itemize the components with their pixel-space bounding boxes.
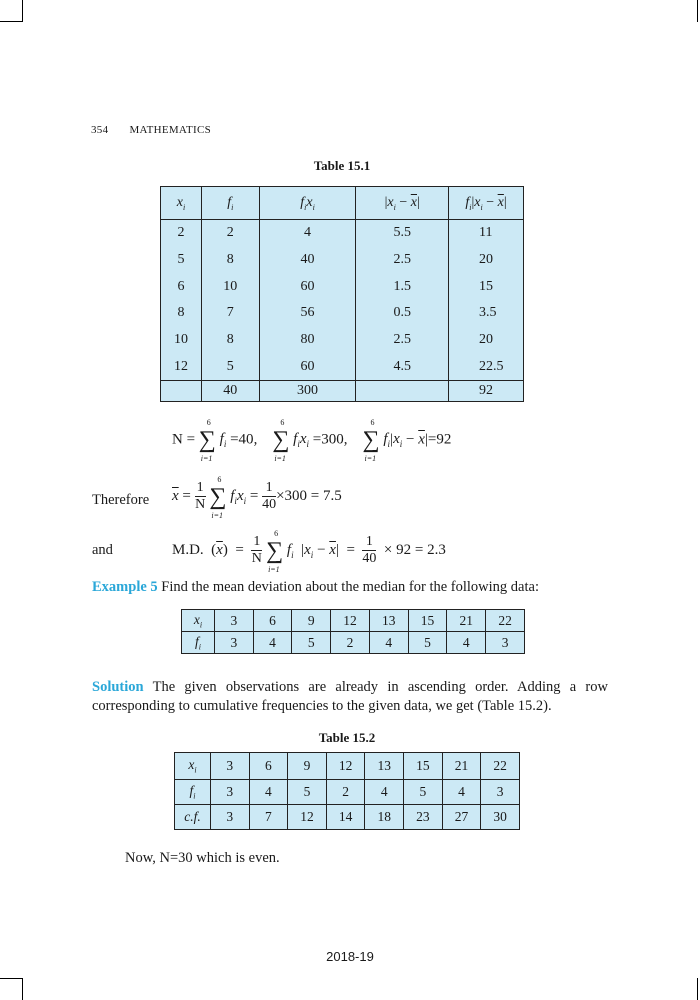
table-cell: 56 (259, 300, 356, 327)
crop-mark (0, 21, 22, 22)
table-cell: 22 (486, 610, 525, 632)
crop-mark (0, 978, 22, 979)
table-cell: 20 (449, 247, 524, 274)
mean-result: ×300 = 7.5 (276, 487, 342, 504)
md-prefix: M.D. (172, 541, 204, 558)
solution-text: The given observations are already in ascending order. Adding a row corresponding to cumulative frequencies to the given data, we get (Table 15.2). (92, 679, 608, 714)
table-cell: 5 (292, 632, 331, 654)
table-cell: 60 (259, 273, 356, 300)
solution-label: Solution (92, 679, 144, 695)
table-cell: 2 (201, 220, 259, 247)
table-cell: 4.5 (356, 353, 449, 380)
table-cell: 2 (326, 780, 365, 805)
table-cell: 27 (442, 805, 481, 830)
table-cell: 4 (259, 220, 356, 247)
table-cell: 30 (481, 805, 520, 830)
table-cell: 4 (249, 780, 288, 805)
table-row (161, 300, 524, 327)
mean-equation: $\overline{x}$ = $\frac{1}{N}$ ∑ 6 i=1 $f_ix_i$ = $\frac{1}{40}$ ×300 = 7.5 (172, 474, 342, 520)
table-cell: 2.5 (356, 247, 449, 274)
sum-fx-value: =300 (312, 431, 344, 448)
table-cell: 40 (259, 247, 356, 274)
table-cell: 20 (449, 327, 524, 354)
total-cell: 92 (449, 381, 524, 402)
table-cell: 3 (481, 780, 520, 805)
table-row (161, 327, 524, 354)
table2-caption: Table 15.2 (318, 730, 376, 745)
table-cell: 5 (408, 632, 447, 654)
table-cell: 3 (214, 632, 253, 654)
table-cell: 5 (201, 353, 259, 380)
table-cell: 15 (449, 273, 524, 300)
running-title: MATHEMATICS (129, 124, 211, 136)
sigma-symbol: ∑ 6 i=1 (362, 418, 380, 463)
table-cell: 10 (161, 327, 202, 354)
table-cell: 10 (201, 273, 259, 300)
table-row (161, 273, 524, 300)
crop-mark (22, 0, 23, 22)
example5-paragraph (92, 578, 612, 597)
table-cell: 3 (210, 805, 249, 830)
table-cell: 4 (365, 780, 404, 805)
row-header-xi: $x_i$ (175, 753, 211, 780)
row-header-fi: $f_i$ (182, 632, 215, 654)
table-cell: 4 (447, 632, 486, 654)
table-cell: 3.5 (449, 300, 524, 327)
total-cell (161, 381, 202, 402)
table-cell: 21 (447, 610, 486, 632)
col-header-abs-dev: $|x_i - \overline{x}|$ (356, 187, 449, 220)
n-value: =40 (230, 431, 254, 448)
sigma-symbol: ∑ 6 i=1 (198, 418, 216, 463)
table-15-1 (160, 186, 524, 402)
table-15-2 (174, 752, 520, 830)
table-cell: 8 (201, 327, 259, 354)
table-cell: 6 (161, 273, 202, 300)
table-cell: 11 (449, 220, 524, 247)
closing-text: Now, N=30 which is even. (125, 850, 280, 866)
table-row (161, 247, 524, 274)
and-label: and (92, 542, 113, 558)
footer-year: 2018-19 (326, 949, 374, 964)
running-header (91, 124, 211, 136)
table-cell: 9 (292, 610, 331, 632)
table-row (182, 632, 525, 654)
table-cell: 23 (404, 805, 443, 830)
crop-mark (22, 978, 23, 1000)
table-cell: 15 (404, 753, 443, 780)
table-cell: 6 (253, 610, 292, 632)
sigma-symbol: ∑ 6 i=1 (272, 418, 290, 463)
table-cell: 5.5 (356, 220, 449, 247)
table-cell: 12 (326, 753, 365, 780)
row-header-cf: c.f. (175, 805, 211, 830)
sums-equation: N = ∑ 6 i=1 $f_i =40$, ∑ 6 i=1 $f_ix_i =300$, ∑ 6 i=1 $f_i|x_i - \overline{x}|=92$ (172, 418, 452, 463)
page-number: 354 (91, 124, 109, 136)
row-header-xi: $x_i$ (182, 610, 215, 632)
table-row (175, 753, 520, 780)
table-cell: 6 (249, 753, 288, 780)
table-cell: 18 (365, 805, 404, 830)
table-cell: 8 (161, 300, 202, 327)
crop-mark (697, 978, 698, 1000)
table-cell: 3 (210, 780, 249, 805)
table-cell: 7 (249, 805, 288, 830)
table-cell: 4 (442, 780, 481, 805)
total-cell: 40 (201, 381, 259, 402)
table-cell: 9 (288, 753, 327, 780)
table-cell: 5 (404, 780, 443, 805)
therefore-label: Therefore (92, 492, 150, 508)
sum-fdev-value: =92 (427, 431, 452, 448)
sigma-symbol: ∑ 6 i=1 (209, 474, 227, 520)
table-cell: 3 (210, 753, 249, 780)
example-label: Example 5 (92, 579, 158, 595)
table-cell: 8 (201, 247, 259, 274)
table-cell: 2 (161, 220, 202, 247)
col-header-fi: $f_i$ (201, 187, 259, 220)
table-cell: 80 (259, 327, 356, 354)
table-cell: 3 (486, 632, 525, 654)
table-cell: 4 (253, 632, 292, 654)
table-cell: 15 (408, 610, 447, 632)
table-cell: 12 (161, 353, 202, 380)
table-cell: 14 (326, 805, 365, 830)
col-header-fixi: $f_ix_i$ (259, 187, 356, 220)
table-row (175, 780, 520, 805)
table-cell: 7 (201, 300, 259, 327)
example5-table (181, 609, 525, 654)
total-cell (356, 381, 449, 402)
table-cell: 12 (288, 805, 327, 830)
md-result: × 92 = 2.3 (383, 541, 446, 558)
table-cell: 5 (161, 247, 202, 274)
table-cell: 4 (369, 632, 408, 654)
table-cell: 1.5 (356, 273, 449, 300)
solution-paragraph (92, 678, 608, 716)
table-cell: 12 (331, 610, 370, 632)
example-text: Find the mean deviation about the median for the following data: (161, 579, 539, 595)
sigma-symbol: ∑ 6 i=1 (266, 528, 284, 574)
table-cell: 22.5 (449, 353, 524, 380)
table-cell: 5 (288, 780, 327, 805)
table-cell: 13 (369, 610, 408, 632)
table-cell: 2.5 (356, 327, 449, 354)
table-cell: 2 (331, 632, 370, 654)
table-cell: 60 (259, 353, 356, 380)
table-cell: 13 (365, 753, 404, 780)
table-row (161, 353, 524, 380)
table-cell: 21 (442, 753, 481, 780)
table-cell: 0.5 (356, 300, 449, 327)
crop-mark (697, 0, 698, 22)
total-cell: 300 (259, 381, 356, 402)
row-header-fi: $f_i$ (175, 780, 211, 805)
table-totals-row (161, 381, 524, 402)
md-equation: M.D. $(\overline{x})$ = $\frac{1}{N}$ ∑ 6 i=1 $f_i$ $|x_i - \overline{x}|$ = $\frac{1}{40}$ × 92 = 2.3 (172, 528, 446, 574)
table-cell: 3 (214, 610, 253, 632)
table-row (175, 805, 520, 830)
table-row (182, 610, 525, 632)
col-header-xi: $x_i$ (161, 187, 202, 220)
table-cell: 22 (481, 753, 520, 780)
table1-caption: Table 15.1 (313, 158, 371, 173)
table-row (161, 220, 524, 247)
col-header-f-abs-dev: $f_i|x_i - \overline{x}|$ (449, 187, 524, 220)
